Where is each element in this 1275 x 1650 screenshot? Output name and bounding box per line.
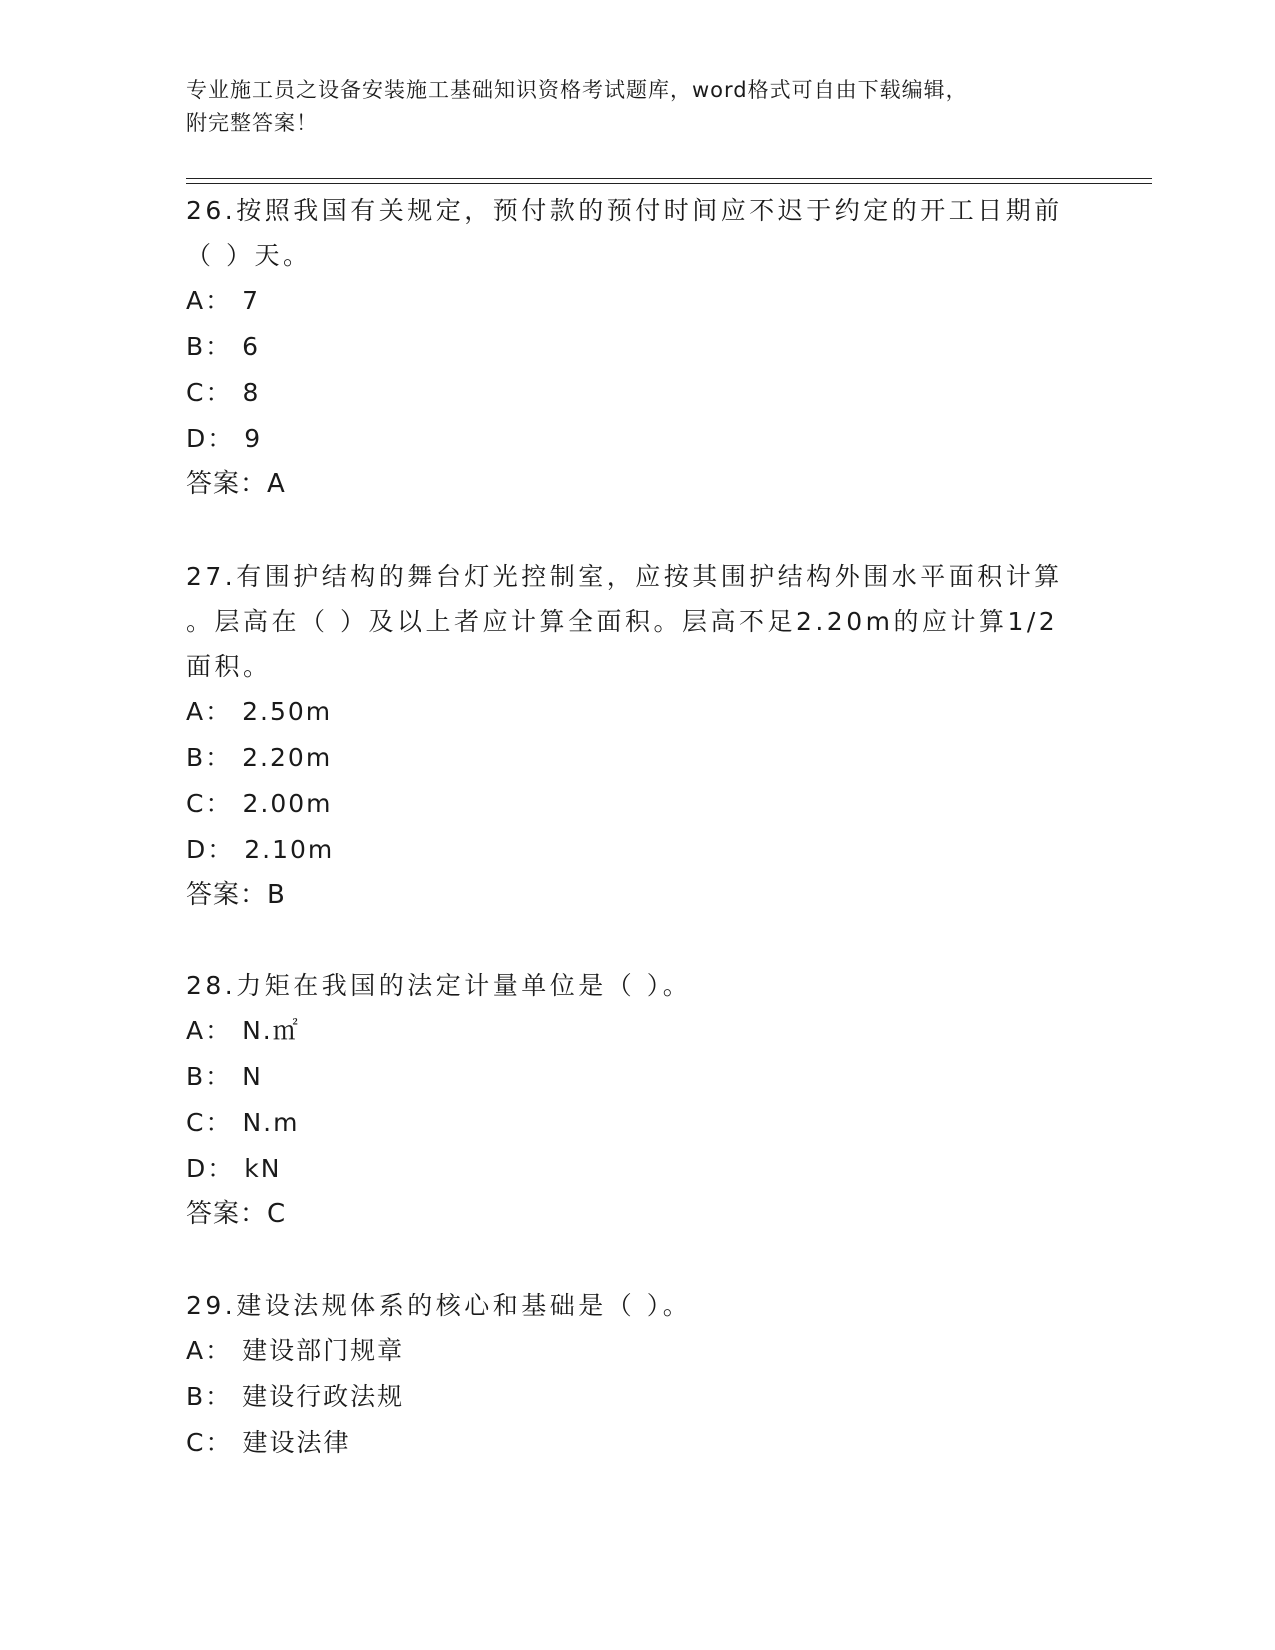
option-text: N [242, 1062, 263, 1091]
option-d [186, 416, 1086, 462]
option-a [186, 278, 1086, 324]
option-b [186, 1054, 1086, 1100]
option-key: A： [186, 1336, 233, 1365]
option-c [186, 781, 1086, 827]
option-b [186, 1374, 1086, 1420]
option-text: 2.00m [242, 789, 333, 818]
header-line-2: 附完整答案！ [186, 111, 318, 135]
option-text: 2.50m [242, 697, 333, 726]
question-stem-line: 29.建设法规体系的核心和基础是（ ）。 [186, 1291, 692, 1320]
option-key: C： [186, 1108, 233, 1137]
option-c [186, 1420, 1086, 1466]
question-27 [186, 554, 1086, 917]
option-key: D： [186, 424, 235, 453]
option-key: C： [186, 1428, 233, 1457]
option-d [186, 1146, 1086, 1192]
option-text: 建设部门规章 [242, 1336, 405, 1365]
option-text: 8 [242, 378, 261, 407]
question-29 [186, 1283, 1086, 1466]
option-c [186, 370, 1086, 416]
option-text: 2.20m [242, 743, 333, 772]
option-key: A： [186, 697, 233, 726]
option-a [186, 1008, 1086, 1054]
header-divider-top [186, 178, 1152, 179]
option-text: 建设法律 [242, 1428, 351, 1457]
option-key: D： [186, 1154, 235, 1183]
option-text: N.㎡ [242, 1016, 300, 1045]
question-stem-line: 28.力矩在我国的法定计量单位是（ ）。 [186, 971, 692, 1000]
answer: 答案：A [186, 469, 286, 499]
option-a [186, 689, 1086, 735]
option-key: A： [186, 286, 233, 315]
option-text: 2.10m [244, 835, 335, 864]
option-text: N.m [242, 1108, 300, 1137]
option-text: 6 [242, 332, 261, 361]
option-key: A： [186, 1016, 233, 1045]
option-key: B： [186, 743, 233, 772]
option-text: 9 [244, 424, 263, 453]
answer: 答案：C [186, 1199, 287, 1229]
document-header [186, 74, 1086, 140]
option-key: B： [186, 332, 233, 361]
option-key: B： [186, 1062, 233, 1091]
question-26 [186, 188, 1086, 506]
question-stem-line: 。层高在（ ）及以上者应计算全面积。层高不足2.20m的应计算1/2 [186, 607, 1059, 636]
header-divider-bottom [186, 183, 1152, 184]
option-text: 建设行政法规 [242, 1382, 405, 1411]
option-key: C： [186, 378, 233, 407]
header-line-1: 专业施工员之设备安装施工基础知识资格考试题库，word格式可自由下载编辑， [186, 78, 968, 102]
option-key: B： [186, 1382, 233, 1411]
option-text: 7 [242, 286, 261, 315]
question-stem-line: 26.按照我国有关规定，预付款的预付时间应不迟于约定的开工日期前 [186, 196, 1063, 225]
option-key: C： [186, 789, 233, 818]
option-text: kN [244, 1154, 282, 1183]
question-stem-line: （ ）天。 [186, 241, 312, 270]
option-c [186, 1100, 1086, 1146]
option-b [186, 324, 1086, 370]
answer: 答案：B [186, 880, 286, 910]
question-28 [186, 963, 1086, 1236]
question-stem-line: 27.有围护结构的舞台灯光控制室，应按其围护结构外围水平面积计算 [186, 562, 1063, 591]
question-stem-line: 面积。 [186, 652, 272, 681]
option-key: D： [186, 835, 235, 864]
option-b [186, 735, 1086, 781]
option-d [186, 827, 1086, 873]
option-a [186, 1328, 1086, 1374]
